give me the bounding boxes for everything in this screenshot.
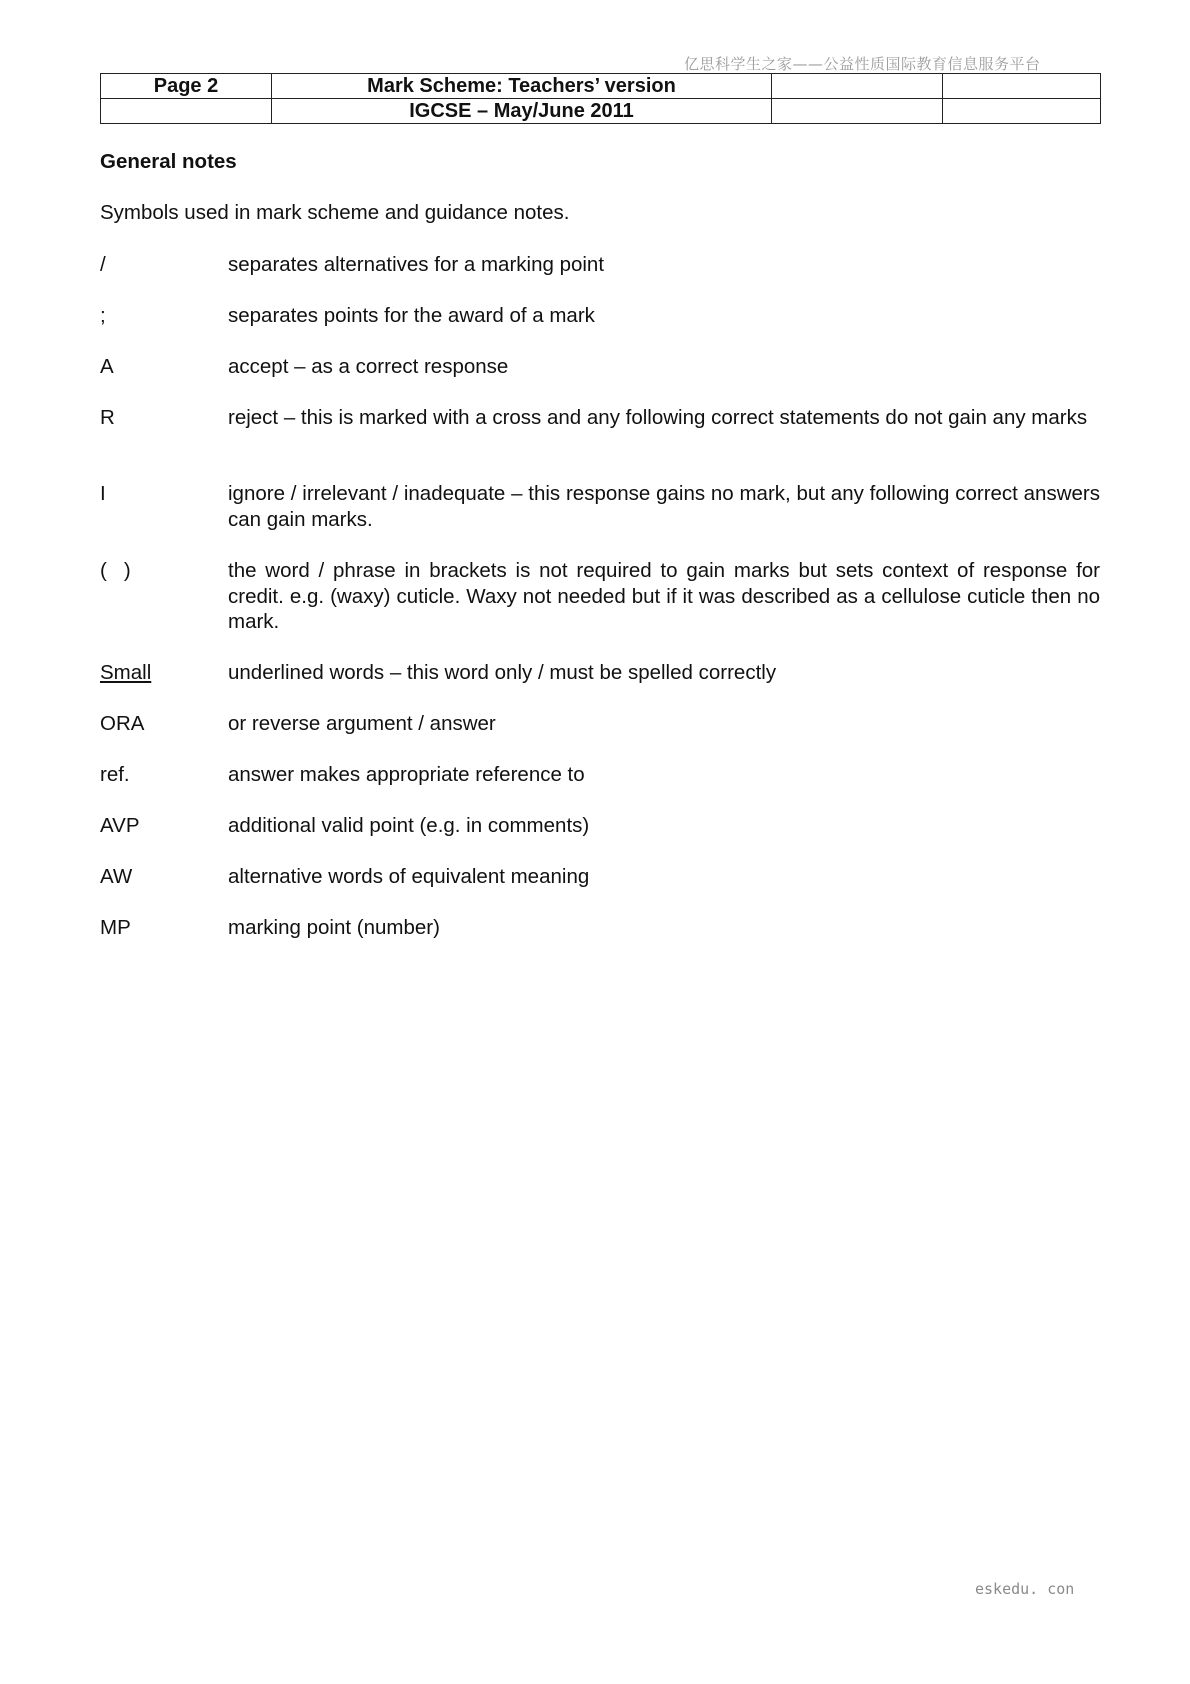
header-empty-cell [943, 74, 1101, 99]
symbol-definition: answer makes appropriate reference to [228, 763, 585, 786]
symbol: Small [100, 661, 152, 684]
symbol: ORA [100, 712, 145, 735]
intro-text: Symbols used in mark scheme and guidance notes. [100, 201, 570, 224]
header-page: Page 2 [101, 74, 272, 99]
symbol: AVP [100, 814, 140, 837]
symbol-definition: ignore / irrelevant / inadequate – this response gains no mark, but any following correct answers can gain marks. [228, 482, 1100, 531]
symbol: ; [100, 304, 106, 327]
symbol-definition: reject – this is marked with a cross and any following correct statements do not gain any marks [228, 406, 1088, 429]
header-empty-cell [772, 74, 943, 99]
symbol: I [100, 482, 106, 505]
symbol-definition: the word / phrase in brackets is not required to gain marks but sets context of response for credit. e.g. (waxy) cuticle. Waxy not needed but if it was described as a cellulose cuticle then no mark. [228, 559, 1100, 633]
symbol-definition: separates points for the award of a mark [228, 304, 595, 327]
symbol-definition: accept – as a correct response [228, 355, 509, 378]
symbol-definition: underlined words – this word only / must be spelled correctly [228, 661, 777, 684]
symbol: ( ) [100, 559, 131, 582]
symbol: A [100, 355, 114, 378]
header-empty-cell [943, 99, 1101, 124]
symbol: MP [100, 916, 131, 939]
header-title: Mark Scheme: Teachers’ version [272, 74, 772, 99]
watermark-top: 亿思科学生之家——公益性质国际教育信息服务平台 [684, 55, 1041, 73]
header-subtitle: IGCSE – May/June 2011 [272, 99, 772, 124]
symbol: / [100, 253, 106, 276]
symbol-definition: alternative words of equivalent meaning [228, 865, 590, 888]
symbol-definition: additional valid point (e.g. in comments) [228, 814, 590, 837]
symbol: ref. [100, 763, 130, 786]
symbol: R [100, 406, 115, 429]
header-empty-cell [101, 99, 272, 124]
section-heading: General notes [100, 150, 237, 173]
watermark-bottom: eskedu. con [975, 1580, 1075, 1598]
symbol-definition: separates alternatives for a marking point [228, 253, 605, 276]
symbol-definition: or reverse argument / answer [228, 712, 496, 735]
symbol-definition: marking point (number) [228, 916, 440, 939]
symbol: AW [100, 865, 133, 888]
header-table [100, 73, 1101, 124]
header-empty-cell [772, 99, 943, 124]
